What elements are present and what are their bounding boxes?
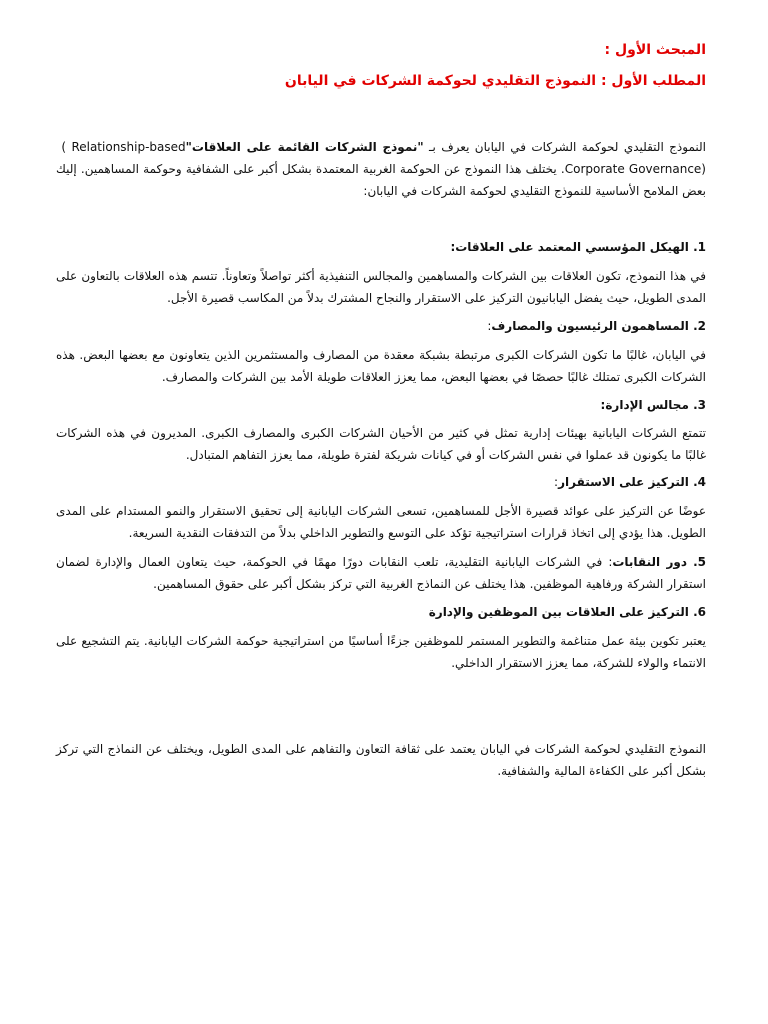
section-title-text: دور النقابات xyxy=(612,555,688,569)
section-number: 6. xyxy=(693,605,706,619)
section-2-title xyxy=(56,315,706,337)
section-number: 2. xyxy=(693,319,706,333)
section-number: 4. xyxy=(693,475,706,489)
section-5-paragraph xyxy=(56,551,706,595)
section-title-text: المساهمون الرئيسيون والمصارف xyxy=(491,319,689,333)
section-4-title xyxy=(56,471,706,493)
intro-part1: النموذج التقليدي لحوكمة الشركات في اليابان يعرف بـ xyxy=(423,140,706,154)
section-6-title xyxy=(56,601,706,623)
intro-quoted-ar: "نموذج الشركات القائمة على العلاقات" xyxy=(185,140,424,154)
subsection-heading: المطلب الأول : النموذج التقليدي لحوكمة الشركات في اليابان xyxy=(284,73,706,89)
section-number: 1. xyxy=(693,240,706,254)
section-3-title xyxy=(56,394,706,416)
section-title-suffix: : xyxy=(608,555,613,569)
section-title-suffix: : xyxy=(487,319,492,333)
section-4-body: عوضًا عن التركيز على عوائد قصيرة الأجل للمساهمين، تسعى الشركات اليابانية إلى تحقيق الاستقرار والنمو المستدام على المدى الطويل. هذا يؤدي إلى اتخاذ قرارات استراتيجية تؤكد على التوسع والتطوير الداخلي بدلاً من التدفقات النقدية السريعة. xyxy=(56,504,706,540)
section-title-text: التركيز على العلاقات بين الموظفين والإدارة xyxy=(428,605,689,619)
section-title-text: الهيكل المؤسسي المعتمد على العلاقات: xyxy=(450,240,689,254)
conclusion-paragraph: النموذج التقليدي لحوكمة الشركات في اليابان يعتمد على ثقافة التعاون والتفاهم على المدى الطويل، ويختلف عن النماذج التي تركز بشكل أكبر على الكفاءة المالية والشفافية. xyxy=(56,742,706,778)
section-number: 5. xyxy=(693,555,706,569)
section-title-suffix: : xyxy=(554,475,559,489)
section-title-text: مجالس الإدارة: xyxy=(600,398,689,412)
intro-part2: . يختلف هذا النموذج عن الحوكمة الغربية المعتمدة بشكل أكبر على الشفافية وحوكمة المساهمين. إليك بعض الملامح الأساسية للنموذج التقليدي لحوكمة الشركات في اليابان: xyxy=(56,162,706,198)
section-2-body: في اليابان، غالبًا ما تكون الشركات الكبرى مرتبطة بشبكة معقدة من المصارف والمستثمرين الذين يتعاونون مع بعضها البعض. هذه الشركات الكبرى تمتلك غالبًا حصصًا في بعضها البعض، مما يعزز العلاقات طويلة الأمد بين الشركات والمصارف. xyxy=(56,348,706,384)
intro-quoted-en: ( Relationship-based Corporate Governance) xyxy=(56,140,706,176)
section-heading: المبحث الأول : xyxy=(604,42,706,58)
section-1-body: في هذا النموذج، تكون العلاقات بين الشركات والمساهمين والمجالس التنفيذية أكثر تواصلاً وتعاوناً. تتسم هذه العلاقات بالتعاون على المدى الطويل، حيث يفضل اليابانيون التركيز على الاستقرار والنجاح المشترك بدلاً من المكاسب قصيرة الأجل. xyxy=(56,269,706,305)
section-5-body: في الشركات اليابانية التقليدية، تلعب النقابات دورًا مهمًا في الحوكمة، حيث يتعاون العمال والإدارة لضمان استقرار الشركة ورفاهية الموظفين. هذا يختلف عن النماذج الغربية التي تركز بشكل أكبر على حقوق المساهمين. xyxy=(56,555,706,591)
section-3-body: تتمتع الشركات اليابانية بهيئات إدارية تمثل في كثير من الأحيان الشركات الكبرى والمصارف الكبرى. المديرون في هذه الشركات غالبًا ما يكونون قد عملوا في نفس الشركات أو في كيانات شريكة لفترة طويلة، مما يعزز التفاهم المتبادل. xyxy=(56,426,706,462)
section-1-title xyxy=(56,236,706,258)
section-title-text: التركيز على الاستقرار xyxy=(558,475,689,489)
section-6-body: يعتبر تكوين بيئة عمل متناغمة والتطوير المستمر للموظفين جزءًا أساسيًا من استراتيجية حوكمة الشركات اليابانية. يتم التشجيع على الانتماء والولاء للشركة، مما يعزز الاستقرار الداخلي. xyxy=(56,634,706,670)
section-number: 3. xyxy=(693,398,706,412)
intro-paragraph xyxy=(56,136,706,202)
